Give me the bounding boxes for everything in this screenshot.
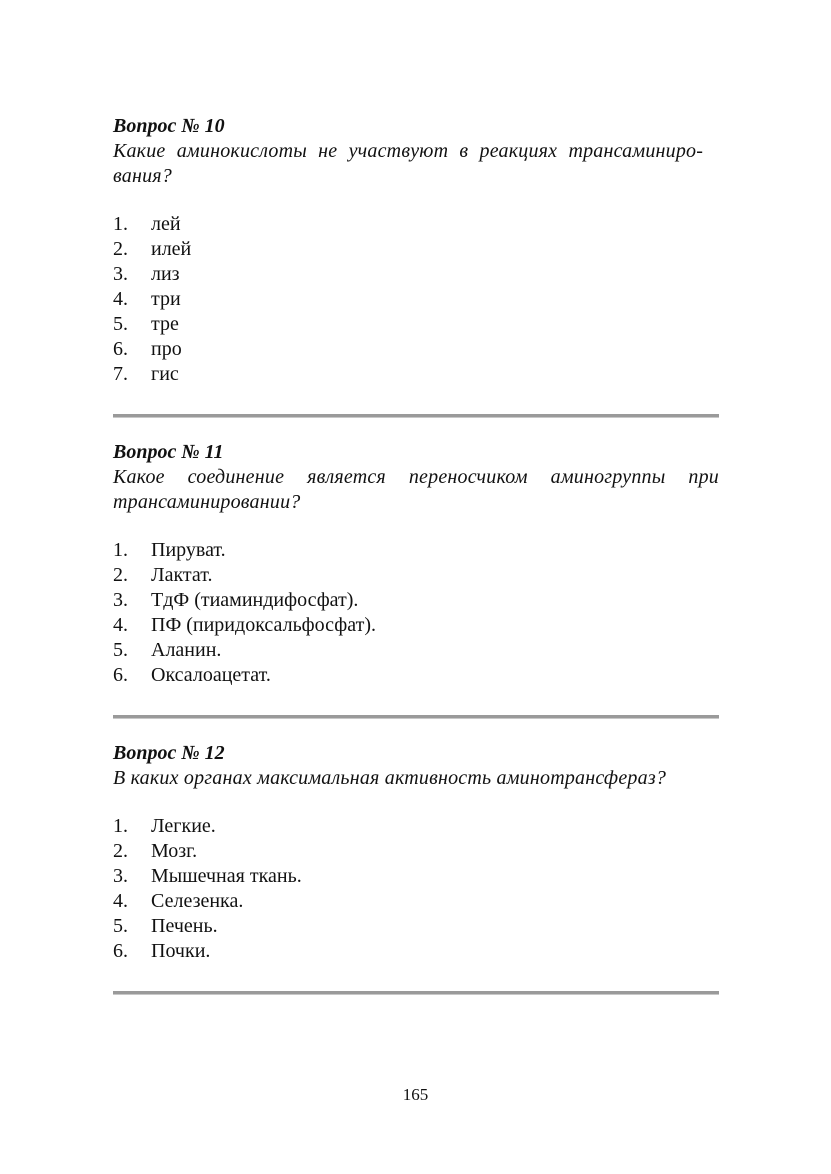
- answer-option: [113, 814, 719, 839]
- answer-label: Аланин.: [151, 639, 222, 661]
- answer-label: Мышечная ткань.: [151, 865, 302, 887]
- answer-option: [113, 538, 719, 563]
- answer-number: 6.: [113, 338, 128, 360]
- answer-option: [113, 914, 719, 939]
- answer-option: [113, 362, 719, 387]
- answer-option: [113, 262, 719, 287]
- answer-option: [113, 638, 719, 663]
- document-page: [113, 113, 719, 1016]
- answer-number: 3.: [113, 589, 128, 611]
- question-text: [113, 766, 719, 791]
- answer-label: Лактат.: [151, 564, 213, 586]
- question-text: [113, 139, 719, 189]
- question-title: Вопрос № 12: [113, 742, 225, 764]
- answer-number: 1.: [113, 213, 128, 235]
- answer-option: [113, 839, 719, 864]
- answer-label: лей: [151, 213, 181, 235]
- answer-label: Оксалоацетат.: [151, 664, 271, 686]
- answer-option: [113, 613, 719, 638]
- answer-option: [113, 889, 719, 914]
- answer-label: Мозг.: [151, 840, 198, 862]
- answer-number: 7.: [113, 363, 128, 385]
- question-title: Вопрос № 10: [113, 115, 225, 137]
- answer-number: 1.: [113, 539, 128, 561]
- answer-number: 1.: [113, 815, 128, 837]
- answer-label: илей: [151, 238, 192, 260]
- answer-list: [113, 814, 719, 964]
- answer-option: [113, 237, 719, 262]
- answer-option: [113, 588, 719, 613]
- answer-list: [113, 538, 719, 688]
- answer-option: [113, 212, 719, 237]
- answer-number: 5.: [113, 313, 128, 335]
- question-11: [113, 439, 719, 719]
- question-12: [113, 740, 719, 995]
- answer-label: тре: [151, 313, 179, 335]
- answer-option: [113, 939, 719, 964]
- question-text-line-1: Какие аминокислоты не участвуют в реакциях трансаминиро-: [113, 140, 704, 162]
- question-text-line-1: Какое соединение является переносчиком аминогруппы при: [113, 466, 719, 488]
- answer-number: 3.: [113, 865, 128, 887]
- answer-option: [113, 312, 719, 337]
- question-text-line-2: трансаминировании?: [113, 491, 301, 513]
- answer-list: [113, 212, 719, 387]
- answer-label: три: [151, 288, 181, 310]
- answer-option: [113, 287, 719, 312]
- answer-number: 2.: [113, 238, 128, 260]
- answer-option: [113, 563, 719, 588]
- answer-option: [113, 663, 719, 688]
- answer-option: [113, 864, 719, 889]
- answer-label: Печень.: [151, 915, 218, 937]
- question-text: [113, 465, 719, 515]
- answer-label: Почки.: [151, 940, 211, 962]
- section-divider: [113, 715, 719, 719]
- answer-label: гис: [151, 363, 179, 385]
- question-text-line-2: вания?: [113, 165, 172, 187]
- answer-label: Селезенка.: [151, 890, 244, 912]
- answer-number: 2.: [113, 564, 128, 586]
- answer-number: 4.: [113, 288, 128, 310]
- answer-number: 6.: [113, 664, 128, 686]
- section-divider: [113, 414, 719, 418]
- answer-label: лиз: [151, 263, 180, 285]
- section-divider: [113, 991, 719, 995]
- answer-number: 6.: [113, 940, 128, 962]
- page-number: 165: [402, 1085, 429, 1104]
- answer-number: 3.: [113, 263, 128, 285]
- answer-number: 5.: [113, 915, 128, 937]
- answer-number: 4.: [113, 614, 128, 636]
- answer-label: ТдФ (тиаминдифосфат).: [151, 589, 359, 611]
- answer-label: Пируват.: [151, 539, 226, 561]
- answer-option: [113, 337, 719, 362]
- answer-label: про: [151, 338, 182, 360]
- question-title: Вопрос № 11: [113, 441, 224, 463]
- answer-number: 5.: [113, 639, 128, 661]
- answer-number: 2.: [113, 840, 128, 862]
- question-text-line-1: В каких органах максимальная активность аминотрансфераз?: [113, 767, 667, 789]
- question-10: [113, 113, 719, 418]
- answer-label: Легкие.: [151, 815, 216, 837]
- answer-number: 4.: [113, 890, 128, 912]
- answer-label: ПФ (пиридоксальфосфат).: [151, 614, 376, 636]
